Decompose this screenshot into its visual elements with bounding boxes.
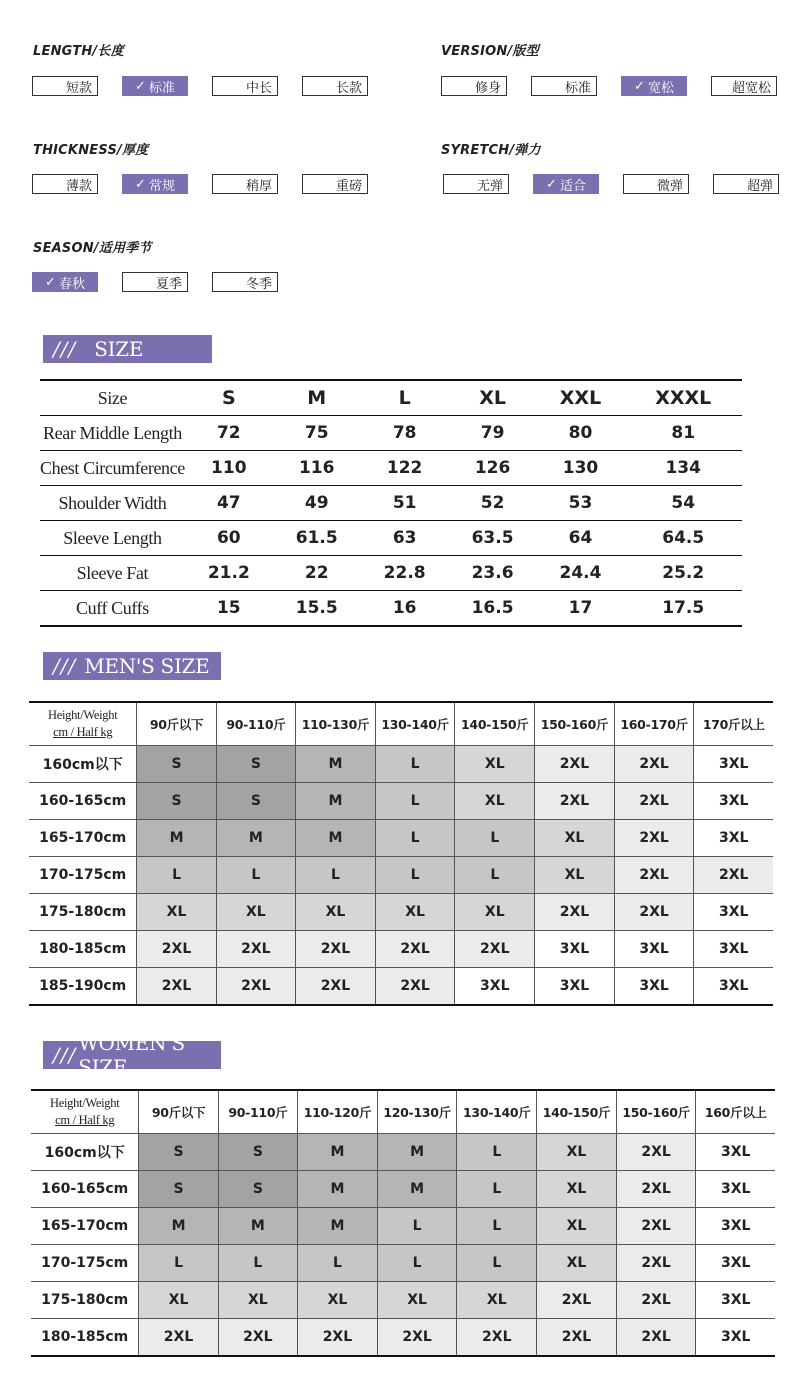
size-cell: 2XL — [535, 783, 615, 820]
womens-banner — [43, 1031, 221, 1079]
version-options — [441, 76, 801, 96]
size-cell: 3XL — [694, 820, 773, 857]
size-cell: M — [298, 1134, 378, 1171]
size-cell: L — [375, 820, 455, 857]
measurement-value: 60 — [185, 521, 273, 556]
banner-slash: /// — [53, 337, 77, 361]
table-row — [40, 451, 742, 486]
banner-slash: /// — [53, 654, 77, 678]
option-box — [212, 272, 278, 292]
measurement-label: Chest Circumference — [40, 451, 185, 486]
size-cell: M — [298, 1171, 378, 1208]
size-cell: M — [139, 1208, 218, 1245]
measurement-value: 54 — [624, 486, 742, 521]
size-cell: 2XL — [694, 857, 773, 894]
size-cell: 2XL — [616, 1282, 696, 1319]
height-label: 160cm以下 — [29, 746, 137, 783]
thickness-options — [32, 174, 392, 194]
size-cell: XL — [218, 1282, 297, 1319]
size-cell: 2XL — [216, 931, 295, 968]
option-label: 长款 — [335, 80, 362, 96]
size-cell: XL — [535, 857, 615, 894]
size-cell: L — [455, 857, 535, 894]
table-row — [31, 1208, 775, 1245]
size-cell: S — [137, 746, 216, 783]
size-cell: XL — [537, 1134, 617, 1171]
weight-column-header: 140-150斤 — [455, 702, 535, 746]
weight-header-row — [31, 1090, 775, 1134]
size-cell: 2XL — [537, 1319, 617, 1357]
size-cell: S — [139, 1171, 218, 1208]
size-cell: M — [296, 783, 376, 820]
height-label: 175-180cm — [29, 894, 137, 931]
measurement-value: 64.5 — [624, 521, 742, 556]
measurement-value: 49 — [273, 486, 361, 521]
size-cell: 3XL — [696, 1245, 775, 1282]
size-cell: XL — [296, 894, 376, 931]
measurement-value: 116 — [273, 451, 361, 486]
size-cell: 2XL — [375, 931, 455, 968]
size-cell: 2XL — [616, 1171, 696, 1208]
measurement-value: 17.5 — [662, 598, 705, 618]
measurement-label: Shoulder Width — [40, 486, 185, 521]
option-box — [122, 174, 188, 194]
measurement-value: 25.2 — [624, 556, 742, 591]
size-cell: 2XL — [535, 746, 615, 783]
weight-column-header: 90斤以下 — [137, 702, 216, 746]
size-cell: XL — [455, 783, 535, 820]
table-row — [31, 1171, 775, 1208]
size-cell: 2XL — [616, 1208, 696, 1245]
measurement-value: 110 — [185, 451, 273, 486]
size-cell: L — [457, 1171, 537, 1208]
season-options — [32, 272, 302, 292]
size-banner — [43, 335, 212, 363]
measurement-value: 51 — [361, 486, 449, 521]
option-label: 宽松 — [647, 80, 674, 96]
table-row — [31, 1134, 775, 1171]
size-cell: M — [377, 1171, 457, 1208]
size-cell: 3XL — [694, 746, 773, 783]
version-title: VERSION/版型 — [441, 44, 539, 59]
measurement-value: 61.5 — [273, 521, 361, 556]
measurement-value: 16.5 — [471, 598, 514, 618]
option-label: 超弹 — [746, 178, 773, 194]
size-cell: 2XL — [614, 857, 694, 894]
height-label: 185-190cm — [29, 968, 137, 1006]
table-row — [29, 894, 773, 931]
size-cell: L — [296, 857, 376, 894]
option-label: 常规 — [148, 178, 175, 194]
weight-column-header: 90-110斤 — [218, 1090, 297, 1134]
size-cell: 2XL — [216, 968, 295, 1006]
size-cell: L — [298, 1245, 378, 1282]
option-label: 短款 — [65, 80, 92, 96]
measurement-value: 63.5 — [449, 521, 537, 556]
size-cell: M — [377, 1134, 457, 1171]
mens-banner-title: MEN'S SIZE — [84, 654, 210, 678]
length-options — [32, 76, 392, 96]
weight-column-header: 160斤以上 — [696, 1090, 775, 1134]
weight-column-header: 160-170斤 — [614, 702, 694, 746]
size-cell: L — [375, 783, 455, 820]
size-cell: 3XL — [614, 931, 694, 968]
measurement-value: 130 — [537, 451, 625, 486]
weight-column-header: 90-110斤 — [216, 702, 295, 746]
measurement-value: 53 — [537, 486, 625, 521]
option-box — [32, 76, 98, 96]
size-cell: 2XL — [614, 894, 694, 931]
measurement-label: Sleeve Fat — [40, 556, 185, 591]
weight-column-header: 150-160斤 — [616, 1090, 696, 1134]
size-cell: XL — [537, 1208, 617, 1245]
size-header-row — [40, 380, 742, 416]
measurement-value: 126 — [449, 451, 537, 486]
length-title: LENGTH/长度 — [33, 44, 124, 59]
table-row — [29, 820, 773, 857]
size-cell: XL — [537, 1245, 617, 1282]
size-cell: 3XL — [614, 968, 694, 1006]
table-row — [29, 746, 773, 783]
size-header-label: Size — [40, 380, 185, 416]
option-label: 标准 — [564, 80, 591, 96]
weight-column-header: 110-120斤 — [298, 1090, 378, 1134]
corner-label — [31, 1090, 139, 1134]
corner-line-1: Height/Weight — [48, 708, 118, 722]
weight-column-header: 90斤以下 — [139, 1090, 218, 1134]
measurement-value: 52 — [449, 486, 537, 521]
size-column-header: S — [185, 380, 273, 416]
size-cell: L — [457, 1134, 537, 1171]
option-label: 无弹 — [476, 178, 503, 194]
weight-header-row — [29, 702, 773, 746]
measurement-value: 122 — [361, 451, 449, 486]
size-cell: 2XL — [614, 820, 694, 857]
size-cell: 2XL — [537, 1282, 617, 1319]
measurement-value: 22 — [273, 556, 361, 591]
table-row — [29, 968, 773, 1006]
measurement-value: 63 — [361, 521, 449, 556]
option-box — [621, 76, 687, 96]
size-column-header: M — [273, 380, 361, 416]
size-column-header: XL — [449, 380, 537, 416]
size-cell: 2XL — [616, 1245, 696, 1282]
measurement-value: 21.2 — [185, 556, 273, 591]
option-label: 稍厚 — [245, 178, 272, 194]
size-cell: 2XL — [616, 1134, 696, 1171]
option-box — [711, 76, 777, 96]
measurement-value: 64 — [537, 521, 625, 556]
size-cell: M — [218, 1208, 297, 1245]
height-label: 160-165cm — [29, 783, 137, 820]
size-cell: 3XL — [696, 1282, 775, 1319]
size-cell: L — [139, 1245, 218, 1282]
size-cell: L — [218, 1245, 297, 1282]
size-cell: S — [139, 1134, 218, 1171]
size-cell: M — [296, 820, 376, 857]
size-cell: 3XL — [696, 1319, 775, 1357]
height-label: 160cm以下 — [31, 1134, 139, 1171]
option-label: 冬季 — [245, 276, 272, 292]
option-box — [623, 174, 689, 194]
option-label: 微弹 — [656, 178, 683, 194]
size-cell: 2XL — [296, 931, 376, 968]
table-row — [40, 416, 742, 451]
height-label: 180-185cm — [31, 1319, 139, 1357]
option-box — [302, 174, 368, 194]
size-cell: 3XL — [696, 1134, 775, 1171]
height-label: 160-165cm — [31, 1171, 139, 1208]
measurement-label: Rear Middle Length — [40, 416, 185, 451]
table-row — [40, 486, 742, 521]
option-box — [533, 174, 599, 194]
measurement-value: 79 — [449, 416, 537, 451]
table-row — [29, 931, 773, 968]
height-label: 165-170cm — [29, 820, 137, 857]
corner-line-1: Height/Weight — [50, 1096, 120, 1110]
size-cell: L — [455, 820, 535, 857]
measurement-value: 16 — [392, 598, 417, 618]
size-cell: 3XL — [694, 783, 773, 820]
size-column-header: XXXL — [624, 380, 742, 416]
height-label: 170-175cm — [29, 857, 137, 894]
size-cell: 3XL — [694, 931, 773, 968]
measurement-label: Cuff Cuffs — [76, 597, 149, 618]
size-cell: 3XL — [694, 894, 773, 931]
option-label: 修身 — [474, 80, 501, 96]
size-cell: M — [298, 1208, 378, 1245]
height-label: 165-170cm — [31, 1208, 139, 1245]
height-label: 175-180cm — [31, 1282, 139, 1319]
weight-column-header: 130-140斤 — [375, 702, 455, 746]
size-cell: XL — [298, 1282, 378, 1319]
womens-banner-title: WOMEN'S SIZE — [78, 1031, 185, 1079]
size-cell: 2XL — [616, 1319, 696, 1357]
size-cell: XL — [457, 1282, 537, 1319]
option-box — [302, 76, 368, 96]
size-cell: XL — [375, 894, 455, 931]
measurement-value: 17 — [568, 598, 593, 618]
size-cell: S — [216, 783, 295, 820]
option-label: 中长 — [245, 80, 272, 96]
option-label: 超宽松 — [731, 80, 771, 96]
size-cell: L — [377, 1245, 457, 1282]
height-label: 170-175cm — [31, 1245, 139, 1282]
weight-column-header: 170斤以上 — [694, 702, 773, 746]
option-label: 春秋 — [58, 276, 85, 292]
size-cell: S — [218, 1171, 297, 1208]
size-cell: 2XL — [375, 968, 455, 1006]
size-cell: 2XL — [457, 1319, 537, 1357]
table-row — [29, 857, 773, 894]
measurement-value: 47 — [185, 486, 273, 521]
size-cell: 3XL — [696, 1208, 775, 1245]
option-box — [32, 272, 98, 292]
table-row — [29, 783, 773, 820]
size-cell: XL — [377, 1282, 457, 1319]
measurement-label: Sleeve Length — [40, 521, 185, 556]
size-cell: L — [375, 746, 455, 783]
size-cell: L — [457, 1245, 537, 1282]
option-box — [32, 174, 98, 194]
thickness-title: THICKNESS/厚度 — [33, 143, 149, 158]
measurement-value: 15 — [216, 598, 241, 618]
weight-column-header: 120-130斤 — [377, 1090, 457, 1134]
size-cell: XL — [139, 1282, 218, 1319]
option-box — [531, 76, 597, 96]
stretch-title: SYRETCH/弹力 — [441, 143, 541, 158]
weight-column-header: 110-130斤 — [296, 702, 376, 746]
corner-line-2: cm / Half kg — [55, 1113, 115, 1127]
measurement-value: 15.5 — [295, 598, 338, 618]
option-box — [443, 174, 509, 194]
size-cell: M — [296, 746, 376, 783]
size-cell: 2XL — [614, 783, 694, 820]
size-column-header: L — [361, 380, 449, 416]
size-cell: XL — [537, 1171, 617, 1208]
corner-line-2: cm / Half kg — [53, 725, 113, 739]
size-cell: 3XL — [694, 968, 773, 1006]
table-row — [31, 1319, 775, 1357]
measurement-value: 72 — [185, 416, 273, 451]
check-icon: ✓ — [634, 78, 645, 94]
stretch-options — [443, 174, 802, 194]
banner-slash: /// — [53, 1043, 77, 1067]
size-cell: 2XL — [218, 1319, 297, 1357]
table-row — [40, 556, 742, 591]
size-cell: 3XL — [535, 931, 615, 968]
weight-column-header: 140-150斤 — [537, 1090, 617, 1134]
size-cell: M — [216, 820, 295, 857]
size-cell: 2XL — [455, 931, 535, 968]
check-icon: ✓ — [546, 176, 557, 192]
size-cell: S — [137, 783, 216, 820]
check-icon: ✓ — [45, 274, 56, 290]
option-label: 夏季 — [155, 276, 182, 292]
measurement-value: 81 — [624, 416, 742, 451]
size-cell: L — [137, 857, 216, 894]
check-icon: ✓ — [135, 176, 146, 192]
size-cell: XL — [535, 820, 615, 857]
size-cell: 2XL — [139, 1319, 218, 1357]
size-cell: 2XL — [296, 968, 376, 1006]
size-cell: S — [218, 1134, 297, 1171]
measurement-value: 80 — [537, 416, 625, 451]
size-table — [40, 379, 742, 627]
option-label: 薄款 — [65, 178, 92, 194]
size-cell: 2XL — [137, 968, 216, 1006]
measurement-value: 23.6 — [449, 556, 537, 591]
size-cell: 2XL — [614, 746, 694, 783]
weight-column-header: 150-160斤 — [535, 702, 615, 746]
size-cell: 2XL — [535, 894, 615, 931]
size-cell: L — [457, 1208, 537, 1245]
table-row — [40, 591, 742, 627]
option-box — [212, 76, 278, 96]
size-cell: XL — [455, 746, 535, 783]
option-box — [122, 76, 188, 96]
size-cell: 2XL — [137, 931, 216, 968]
size-cell: L — [375, 857, 455, 894]
weight-column-header: 130-140斤 — [457, 1090, 537, 1134]
measurement-value: 22.8 — [361, 556, 449, 591]
option-box — [713, 174, 779, 194]
option-box — [441, 76, 507, 96]
size-column-header: XXL — [537, 380, 625, 416]
measurement-value: 75 — [273, 416, 361, 451]
size-cell: 3XL — [535, 968, 615, 1006]
measurement-value: 78 — [361, 416, 449, 451]
option-label: 适合 — [559, 178, 586, 194]
option-label: 重磅 — [335, 178, 362, 194]
season-title: SEASON/适用季节 — [33, 241, 152, 256]
size-cell: M — [137, 820, 216, 857]
size-cell: XL — [455, 894, 535, 931]
size-cell: XL — [216, 894, 295, 931]
measurement-value: 24.4 — [537, 556, 625, 591]
option-label: 标准 — [148, 80, 175, 96]
size-cell: S — [216, 746, 295, 783]
size-cell: L — [216, 857, 295, 894]
size-cell: 2XL — [377, 1319, 457, 1357]
option-box — [212, 174, 278, 194]
mens-size-chart — [29, 701, 773, 1006]
table-row — [31, 1245, 775, 1282]
measurement-value: 134 — [624, 451, 742, 486]
womens-size-chart — [31, 1089, 775, 1357]
size-cell: L — [377, 1208, 457, 1245]
size-cell: XL — [137, 894, 216, 931]
corner-label — [29, 702, 137, 746]
height-label: 180-185cm — [29, 931, 137, 968]
option-box — [122, 272, 188, 292]
check-icon: ✓ — [135, 78, 146, 94]
table-row — [40, 521, 742, 556]
mens-banner — [43, 652, 221, 680]
size-cell: 3XL — [696, 1171, 775, 1208]
size-cell: 2XL — [298, 1319, 378, 1357]
size-banner-title: SIZE — [94, 337, 144, 361]
table-row — [31, 1282, 775, 1319]
size-cell: 3XL — [455, 968, 535, 1006]
